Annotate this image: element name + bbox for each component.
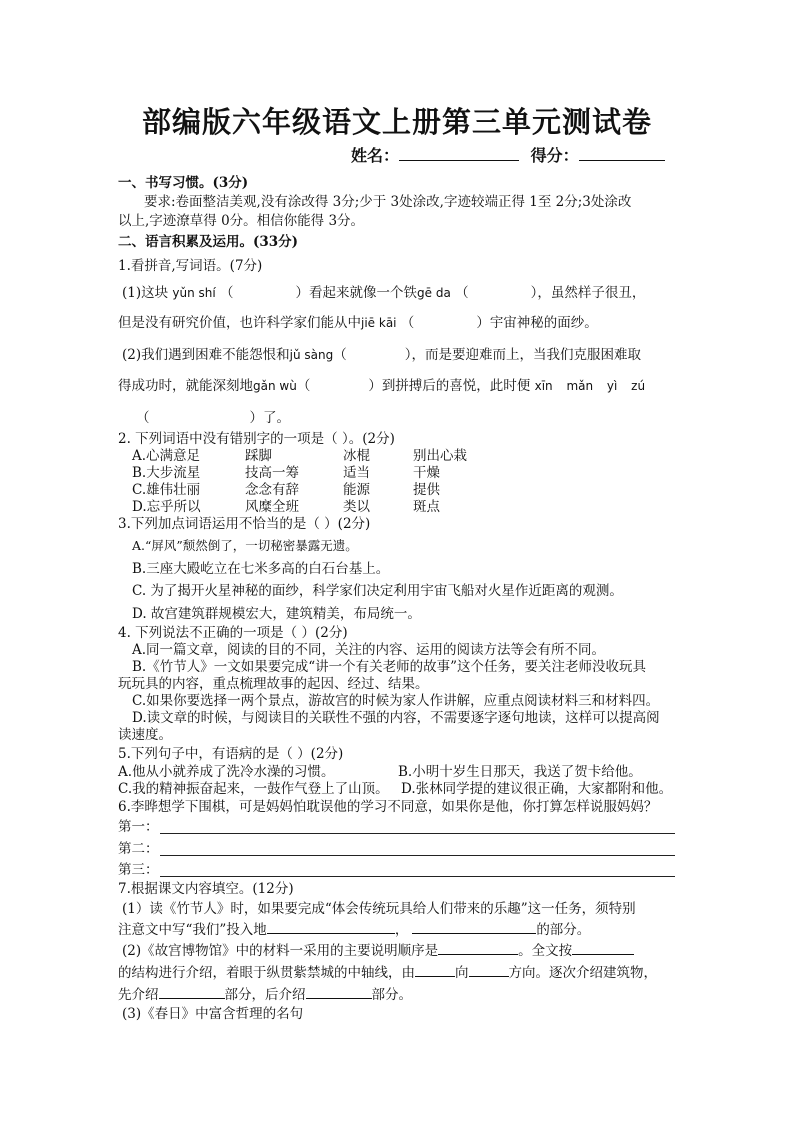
- q1-text-f: (2)我们遇到困难不能怨恨和: [122, 347, 290, 363]
- q1-pinyin-3: jiē kāi: [361, 316, 397, 330]
- q7-p1-text-b: 注意文中写“我们”投入地: [118, 922, 267, 938]
- q7-blank-4[interactable]: [572, 940, 634, 955]
- q7-p1-line2: [118, 919, 590, 939]
- q2-option-word: 别出心栽: [413, 448, 467, 464]
- q2-option-word: 干燥: [413, 465, 440, 481]
- q7-p3-line: (3)《春日》中富含哲理的名句: [122, 1006, 304, 1022]
- q2-option-word: 适当: [343, 465, 370, 481]
- q6-title: 6.李晔想学下围棋，可是妈妈怕耽误他的学习不同意，如果你是他，你打算怎样说服妈妈？: [118, 799, 658, 815]
- q7-p2-line2: [118, 962, 657, 982]
- name-blank[interactable]: [399, 146, 519, 161]
- q7-title: 7.根据课文内容填空。(12分): [118, 881, 294, 897]
- score-label: 得分：: [530, 146, 579, 165]
- q1-pinyin-1: yǔn shí: [172, 286, 216, 300]
- q2-option-word: C.雄伟壮丽: [132, 482, 201, 498]
- q1-line4: 得成功时，就能深刻地gǎn wù（ ）到拼搏后的喜悦，此时便 xīn mǎn yì zú: [118, 378, 646, 394]
- q7-blank-2[interactable]: [412, 919, 536, 934]
- q6-label-2: 第二：: [118, 841, 159, 857]
- section-2-heading: 二、语言积累及运用。(33分): [118, 234, 299, 250]
- q7-p1-text-c: ，: [394, 922, 409, 938]
- q1-text-i: 到拼搏后的喜悦，此时便: [381, 378, 531, 394]
- q2-option-word: 提供: [413, 482, 440, 498]
- q6-answer-line-2[interactable]: [160, 855, 675, 856]
- q2-option-word: B.大步流星: [132, 465, 201, 481]
- q2-row-d: [132, 498, 440, 516]
- score-blank[interactable]: [579, 146, 665, 161]
- q4-line-3: 玩玩具的内容，重点梳理故事的起因、经过、结果。: [118, 676, 429, 692]
- q7-p2-text-f: 先介绍: [118, 987, 159, 1003]
- q7-p2-text-b: 。全文按: [518, 943, 573, 959]
- q2-option-word: 斑点: [413, 499, 440, 515]
- q4-line-1: A.同一篇文章，阅读的目的不同，关注的内容、运用的阅读方法等会有所不同。: [132, 642, 606, 658]
- q2-option-word: 能源: [343, 482, 370, 498]
- q2-row-a: [132, 447, 467, 465]
- q4-title: 4. 下列说法不正确的一项是（ ）(2分): [118, 625, 348, 641]
- q1-text-b: 看起来就像一个铁: [309, 285, 418, 301]
- q1-line5: （ ）了。: [136, 410, 290, 426]
- q4-line-4: C.如果你要选择一两个景点，游故宫的时候为家人作讲解，应重点阅读材料三和材料四。: [132, 693, 660, 709]
- q5-title: 5.下列句子中，有语病的是（ ）(2分): [118, 746, 344, 762]
- q1-line3: (2)我们遇到困难不能怨恨和jǔ sàng（ ），而是要迎难而上，当我们克服困难取: [122, 347, 641, 363]
- q1-text-a: (1)这块: [122, 285, 169, 301]
- q7-p1-line1: (1）读《竹节人》时，如果要完成“体会传统玩具给人们带来的乐趣”这一任务，须特别: [122, 901, 636, 917]
- q1-text-d: 但是没有研究价值，也许科学家们能从中: [118, 315, 361, 331]
- q7-blank-5[interactable]: [415, 962, 455, 977]
- q3-option-a: A.“屏风”颓然倒了，一切秘密暴露无遗。: [132, 538, 358, 553]
- q6-label-3: 第三：: [118, 862, 159, 878]
- q6-answer-line-1[interactable]: [160, 833, 675, 834]
- q5-option-c: C.我的精神振奋起来，一鼓作气登上了山顶。: [118, 781, 389, 797]
- q7-blank-8[interactable]: [306, 984, 372, 999]
- q2-option-word: 念念有辞: [245, 482, 299, 498]
- q7-blank-3[interactable]: [438, 940, 518, 955]
- q1-pinyin-2: gē da: [417, 286, 451, 300]
- q7-p1-text-d: 的部分。: [536, 922, 591, 938]
- q2-option-word: 踩脚: [245, 448, 272, 464]
- header-fields: [351, 146, 665, 165]
- q7-p2-text-c: 的结构进行介绍，着眼于纵贯紫禁城的中轴线，由: [118, 965, 415, 981]
- q7-blank-1[interactable]: [267, 919, 395, 934]
- q4-line-2: B.《竹节人》一文如果要完成“讲一个有关老师的故事”这个任务，要关注老师没收玩具: [132, 659, 647, 675]
- q2-option-word: A.心满意足: [132, 448, 201, 464]
- q7-p2-text-h: 部分。: [371, 987, 412, 1003]
- q1-text-j: 了。: [263, 410, 290, 426]
- section-1-heading: 一、书写习惯。(3分): [118, 175, 249, 191]
- q7-p2-text-d: 向: [455, 965, 469, 981]
- q1-pinyin-5: gǎn wù: [253, 379, 297, 393]
- q7-p2-text-e: 方向。逐次介绍建筑物，: [508, 965, 657, 981]
- q2-option-word: 类以: [343, 499, 370, 515]
- q3-title: 3.下列加点词语运用不恰当的是（ ）(2分): [118, 516, 371, 532]
- q7-blank-7[interactable]: [159, 984, 225, 999]
- section-1-text-line2: 以上,字迹潦草得 0分。相信你能得 3分。: [118, 213, 365, 229]
- q1-line2: 但是没有研究价值，也许科学家们能从中jiē kāi （ ）宇宙神秘的面纱。: [118, 315, 598, 331]
- q1-title: 1.看拼音,写词语。(7分): [118, 258, 263, 274]
- q1-line1: (1)这块 yǔn shí （ ）看起来就像一个铁gē da （ ），虽然样子很丑，: [122, 285, 646, 301]
- name-label: 姓名：: [351, 146, 400, 165]
- q1-text-h: 得成功时，就能深刻地: [118, 378, 253, 394]
- section-1-text-line1: 要求:卷面整洁美观,没有涂改得 3分;少于 3处涂改,字迹较端正得 1至 2分;3处涂改: [144, 194, 632, 210]
- q1-text-e: 宇宙神秘的面纱。: [489, 315, 598, 331]
- q7-p2-text-g: 部分，后介绍: [224, 987, 306, 1003]
- q2-row-c: [132, 481, 440, 499]
- q7-p2-text-a: (2)《故宫博物馆》中的材料一采用的主要说明顺序是: [122, 943, 439, 959]
- q7-p2-line3: [118, 984, 412, 1004]
- q5-option-d: D.张林同学提的建议很正确，大家都附和他。: [401, 781, 673, 797]
- q2-option-word: 技高一筹: [245, 465, 299, 481]
- q2-row-b: [132, 464, 440, 482]
- q2-title: 2. 下列词语中没有错别字的一项是（ ）。(2分): [118, 431, 395, 447]
- q3-option-c: C. 为了揭开火星神秘的面纱，科学家们决定利用宇宙飞船对火星作近距离的观测。: [132, 583, 623, 599]
- q6-label-1: 第一：: [118, 819, 159, 835]
- q4-line-6: 读速度。: [118, 727, 172, 743]
- q2-option-word: 风糜全班: [245, 499, 299, 515]
- q2-option-word: 冰棍: [343, 448, 370, 464]
- q5-option-a: A.他从小就养成了洗冷水澡的习惯。: [118, 764, 335, 780]
- q6-answer-line-3[interactable]: [160, 876, 675, 877]
- q5-option-b: B.小明十岁生日那天，我送了贺卡给他。: [398, 764, 642, 780]
- q1-text-g: ，而是要迎难而上，当我们克服困难取: [411, 347, 641, 363]
- page-title: 部编版六年级语文上册第三单元测试卷: [141, 105, 652, 139]
- q3-option-d: D. 故宫建筑群规模宏大，建筑精美，布局统一。: [132, 606, 421, 622]
- q3-option-b: B.三座大殿屹立在七米多高的白石台基上。: [132, 561, 390, 577]
- q7-blank-6[interactable]: [469, 962, 509, 977]
- q1-pinyin-4: jǔ sàng: [289, 348, 334, 362]
- q7-p2-line1: [122, 940, 634, 960]
- q4-line-5: D.读文章的时候，与阅读目的关联性不强的内容，不需要逐字逐句地读，这样可以提高阅: [132, 710, 660, 726]
- q1-pinyin-6: xīn mǎn yì zú: [534, 379, 646, 393]
- q1-text-c: ，虽然样子很丑，: [537, 285, 646, 301]
- q2-option-word: D.忘乎所以: [132, 499, 201, 515]
